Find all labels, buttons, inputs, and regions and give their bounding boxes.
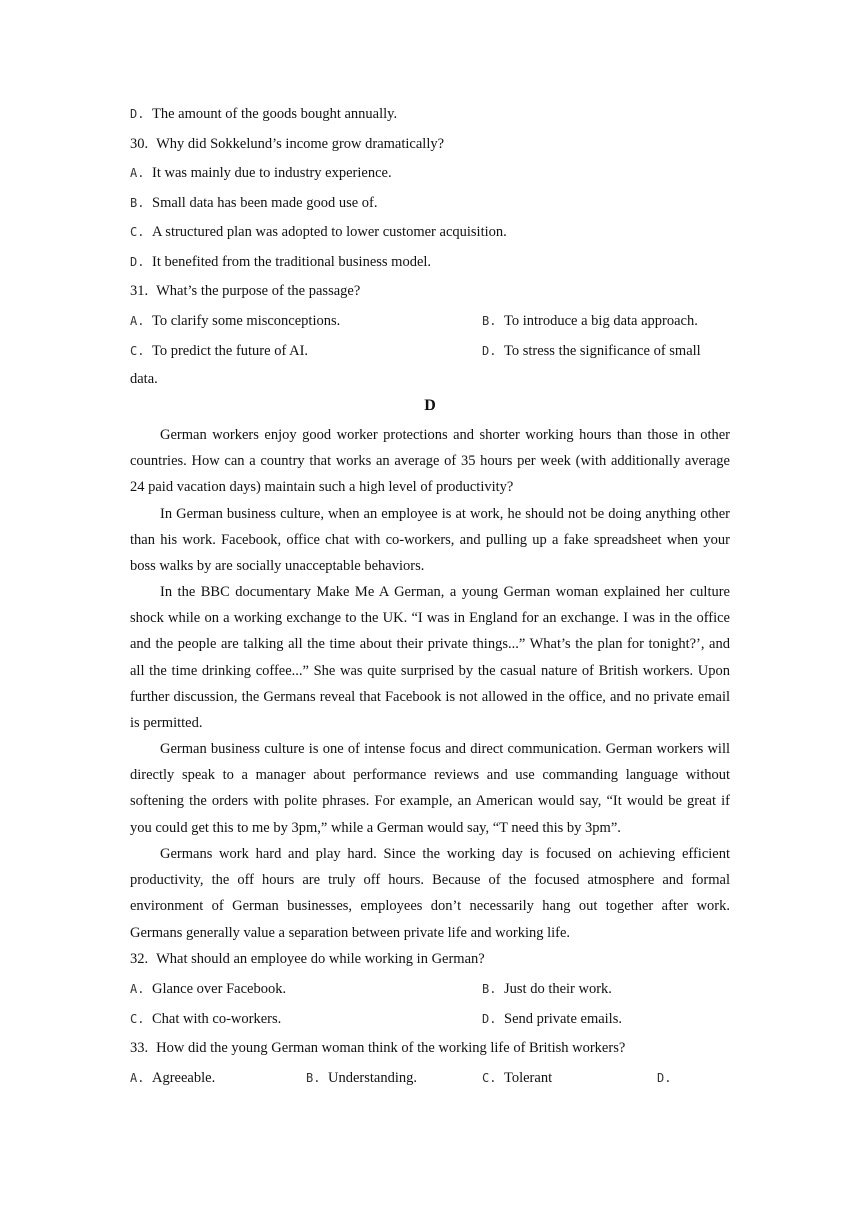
q31-option-b xyxy=(482,311,698,331)
question-text: Why did Sokkelund’s income grow dramatically? xyxy=(156,136,445,152)
q32-option-d xyxy=(482,1009,622,1029)
option-letter: D. xyxy=(657,1071,672,1085)
option-text: Agreeable. xyxy=(152,1070,216,1086)
q32-question xyxy=(130,949,485,969)
option-text: Send private emails. xyxy=(504,1011,622,1027)
question-number: 33. xyxy=(130,1040,149,1056)
option-letter: A. xyxy=(130,1071,145,1085)
option-text: Chat with co-workers. xyxy=(152,1011,282,1027)
option-letter: B. xyxy=(482,314,497,328)
q32-option-c xyxy=(130,1009,281,1029)
option-letter: A. xyxy=(130,314,145,328)
option-text: To clarify some misconceptions. xyxy=(152,313,341,329)
option-text: Small data has been made good use of. xyxy=(152,195,378,211)
option-letter: D. xyxy=(482,344,497,358)
q30-option-c xyxy=(130,222,507,242)
option-letter: D. xyxy=(482,1012,497,1026)
passage-paragraph-4: German business culture is one of intense focus and direct communication. German workers will directly speak to a manager about performance reviews and use commanding language without softening the orders with polite phrases. For example, an American would say, “It would be great if you could get this to me by 3pm,” while a German would say, “T need this by 3pm”. xyxy=(130,741,730,836)
option-text: Just do their work. xyxy=(504,981,612,997)
q32-option-a xyxy=(130,979,286,999)
option-text: Tolerant xyxy=(504,1070,553,1086)
q30-question xyxy=(130,134,444,154)
q33-question xyxy=(130,1038,625,1058)
q31-option-d-wrap: data. xyxy=(130,371,158,387)
option-letter: C. xyxy=(130,1012,145,1026)
q30-option-d xyxy=(130,252,431,272)
option-letter: C. xyxy=(130,344,145,358)
q33-option-d xyxy=(657,1068,679,1088)
q30-option-b xyxy=(130,193,378,213)
option-letter: A. xyxy=(130,982,145,996)
q31-question xyxy=(130,281,360,301)
q32-option-b xyxy=(482,979,612,999)
question-number: 31. xyxy=(130,283,149,299)
passage-paragraph-2: In German business culture, when an employee is at work, he should not be doing anything other than his work. Facebook, office chat with co-workers, and pulling up a fake spreadsheet when your boss walks by are socially unacceptable behaviors. xyxy=(130,506,730,575)
option-letter: A. xyxy=(130,166,145,180)
q33-option-b xyxy=(306,1068,417,1088)
passage-paragraph-3: In the BBC documentary Make Me A German, a young German woman explained her culture shock while on a working exchange to the UK. “I was in England for an exchange. I was in the office and the people are talking all the time about their private things...” What’s the plan for tonight?’, and all the time drinking coffee...” She was quite surprised by the casual nature of British workers. Upon further discussion, the Germans reveal that Facebook is not allowed in the office, and no private email is permitted. xyxy=(130,584,730,732)
question-number: 30. xyxy=(130,136,149,152)
option-text: To introduce a big data approach. xyxy=(504,313,698,329)
question-text: How did the young German woman think of the working life of British workers? xyxy=(156,1040,626,1056)
option-letter: B. xyxy=(482,982,497,996)
section-heading: D xyxy=(424,397,436,414)
q31-option-a xyxy=(130,311,340,331)
q31-option-d xyxy=(482,341,701,361)
option-letter: B. xyxy=(306,1071,321,1085)
question-text: What’s the purpose of the passage? xyxy=(156,283,361,299)
option-letter: C. xyxy=(482,1071,497,1085)
option-text: The amount of the goods bought annually. xyxy=(152,106,398,122)
option-text: To stress the significance of small xyxy=(504,343,701,359)
option-letter: C. xyxy=(130,225,145,239)
q29-option-d xyxy=(130,104,397,124)
option-text: It was mainly due to industry experience. xyxy=(152,165,392,181)
option-text: To predict the future of AI. xyxy=(152,343,309,359)
option-text: Understanding. xyxy=(328,1070,417,1086)
option-text: A structured plan was adopted to lower customer acquisition. xyxy=(152,224,507,240)
option-letter: D. xyxy=(130,107,145,121)
option-text: Glance over Facebook. xyxy=(152,981,287,997)
option-text: It benefited from the traditional business model. xyxy=(152,254,432,270)
passage-paragraph-1: German workers enjoy good worker protections and shorter working hours than those in other countries. How can a country that works an average of 35 hours per week (with additionally average 24 paid vacation days) maintain such a high level of productivity? xyxy=(130,427,730,496)
q30-option-a xyxy=(130,163,392,183)
option-letter: D. xyxy=(130,255,145,269)
passage-paragraph-5: Germans work hard and play hard. Since the working day is focused on achieving efficient productivity, the off hours are truly off hours. Because of the focused atmosphere and formal environment of German businesses, employees don’t necessarily hang out together after work. Germans generally value a separation between private life and working life. xyxy=(130,846,730,941)
question-number: 32. xyxy=(130,951,149,967)
question-text: What should an employee do while working in German? xyxy=(156,951,485,967)
option-letter: B. xyxy=(130,196,145,210)
q31-option-c xyxy=(130,341,308,361)
q33-option-a xyxy=(130,1068,215,1088)
q33-option-c xyxy=(482,1068,552,1088)
